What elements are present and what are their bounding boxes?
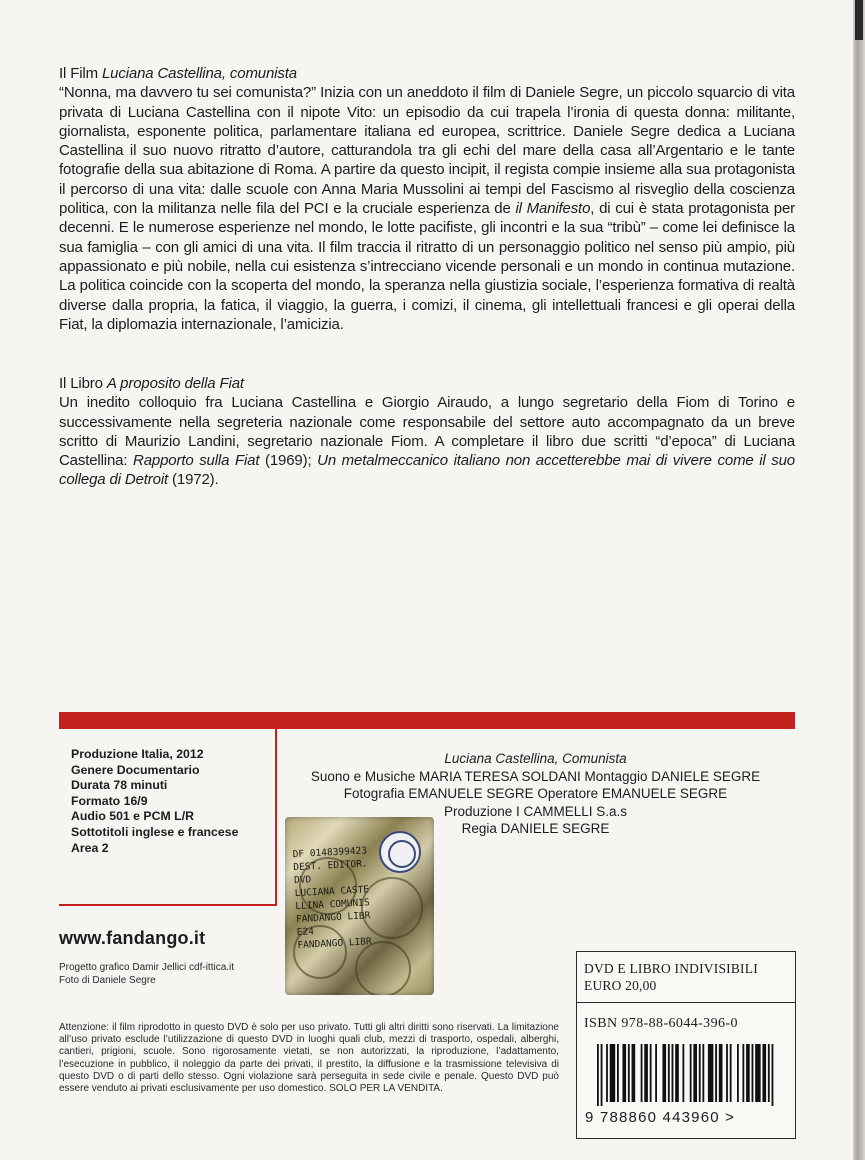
barcode-bar <box>675 1044 679 1102</box>
graphic-credits <box>59 962 234 987</box>
spec-region: Area 2 <box>71 840 109 855</box>
spec-duration: Durata 78 minuti <box>71 778 168 793</box>
barcode-bar <box>730 1044 732 1102</box>
barcode-bar <box>690 1044 692 1102</box>
photo-credit: Foto di Daniele Segre <box>59 974 156 986</box>
barcode-bar <box>719 1044 723 1102</box>
barcode-bar <box>768 1044 770 1102</box>
barcode <box>597 1044 777 1106</box>
book-description: Un inedito colloquio fra Luciana Castellina e Giorgio Airaudo, a lungo segretario della Fiom di Torino e successivamente nella segreteria nazionale come responsabile del settore auto accompagnato da un breve scritto di Maurizio Landini, segretario nazionale Fiom. A completare il libro due scritti “d’epoca” di Luciana Castellina: Rapporto sulla Fiat (1969); Un metalmeccanico italiano non accetterebbe mai di vivere come il suo collega di Detroit (1972). <box>59 394 796 489</box>
barcode-bar <box>662 1044 666 1102</box>
credits-title: Luciana Castellina, Comunista <box>444 751 627 766</box>
film-section-heading: Il Film Luciana Castellina, comunista <box>59 65 297 82</box>
hologram-text: DF 0148399423 DEST. EDITOR. DVD LUCIANA CASTE LLINA COMUNIS FANDANGO LIBR E24 FANDANGO LIBR <box>292 845 373 952</box>
hologram-ring <box>355 941 411 995</box>
barcode-bar <box>693 1044 697 1102</box>
case-spine-edge <box>853 0 865 1160</box>
barcode-bar <box>755 1044 760 1102</box>
price: EURO 20,00 <box>584 978 657 993</box>
credits-director: Regia DANIELE SEGRE <box>461 821 610 837</box>
barcode-bar <box>742 1044 744 1102</box>
price-divider <box>577 1002 795 1003</box>
barcode-bar <box>650 1044 652 1102</box>
barcode-bar <box>668 1044 670 1102</box>
spec-audio: Audio 501 e PCM L/R <box>71 809 194 824</box>
barcode-bar <box>628 1044 630 1102</box>
barcode-bar <box>606 1044 608 1102</box>
spec-format: Formato 16/9 <box>71 793 148 808</box>
publisher-website: www.fandango.it <box>59 928 206 948</box>
barcode-bar <box>622 1044 626 1102</box>
spec-subtitles: Sottotitoli inglese e francese <box>71 824 239 839</box>
isbn: ISBN 978-88-6044-396-0 <box>584 1016 738 1031</box>
book-section-heading: Il Libro A proposito della Fiat <box>59 375 244 392</box>
book-section <box>59 374 795 490</box>
barcode-bar <box>601 1044 603 1106</box>
specs-list <box>71 747 238 856</box>
design-credit: Progetto grafico Damir Jellici cdf-ittica.it <box>59 962 235 973</box>
barcode-bar <box>682 1044 684 1102</box>
barcode-bar <box>772 1044 774 1106</box>
book-title: A proposito della Fiat <box>106 375 244 392</box>
barcode-bar <box>702 1044 704 1102</box>
barcode-bar <box>641 1044 643 1102</box>
barcode-bar <box>726 1044 728 1102</box>
credits-sound-editing: Suono e Musiche MARIA TERESA SOLDANI Montaggio DANIELE SEGRE <box>310 768 761 784</box>
barcode-bar <box>610 1044 615 1102</box>
barcode-bar <box>617 1044 619 1102</box>
film-description: “Nonna, ma davvero tu sei comunista?” Inizia con un aneddoto il film di Daniele Segre, un piccolo squarcio di vita privata di Luciana Castellina con il nipote Vito: un episodio da cui trapela l’ironia di questa donna: militante, giornalista, esponente politica, parlamentare italiana ed europea, scrittrice. Daniele Segre dedica a Luciana Castellina il suo nuovo ritratto d’autore, catturandola tra gli echi del mare della casa all’Argentario e le tante fotografie della sua abitazione di Roma. A partire da questo incipit, il regista compie insieme alla sua protagonista il percorso di una vita: dalle scuole con Anna Maria Mussolini ai tempi del Fascismo al risveglio della coscienza politica, con la militanza nelle fila del PCI e la cruciale esperienza de il Manifesto, di cui è stata protagonista per decenni. E le numerose esperienze nel mondo, le lotte pacifiste, gli incontri e la sua “tribù” – come lei definisce la sua famiglia – con gli amici di una vita. Il film traccia il ritratto di un personaggio politico nel senso più ampio, più appassionato e più nobile, nella cui esistenza s’intrecciano vicende personali e un mondo in continua mutazione. La politica coincide con la scoperta del mondo, la speranza nella giustizia sociale, l’esperienza formativa di realtà diverse dalla propria, la fatica, il viaggio, la guerra, i comizi, il cinema, gli intellettuali francesi e gli operai della Fiat, la diplomazia internazionale, l’amicizia. <box>59 84 795 333</box>
barcode-bar <box>597 1044 599 1106</box>
credits-photography: Fotografia EMANUELE SEGRE Operatore EMANUELE SEGRE <box>343 786 728 802</box>
barcode-bar <box>655 1044 657 1102</box>
barcode-bar <box>699 1044 701 1102</box>
barcode-bar <box>708 1044 713 1102</box>
barcode-bar <box>762 1044 766 1102</box>
barcode-bar <box>672 1044 674 1102</box>
barcode-bar <box>737 1044 739 1102</box>
barcode-bar <box>752 1044 754 1102</box>
barcode-digits: 9 788860 443960 > <box>585 1109 736 1126</box>
credits-production: Produzione I CAMMELLI S.a.s <box>443 803 628 819</box>
barcode-bar <box>715 1044 717 1102</box>
price-isbn-box <box>576 951 796 1139</box>
technical-specs-box <box>59 729 277 906</box>
film-title: Luciana Castellina, comunista <box>101 65 297 82</box>
spec-genre: Genere Documentario <box>71 762 200 777</box>
barcode-bar <box>746 1044 750 1102</box>
spec-production: Produzione Italia, 2012 <box>71 747 204 761</box>
price-text <box>584 960 758 994</box>
legal-warning: Attenzione: il film riprodotto in questo DVD è solo per uso privato. Tutti gli altri diritti sono riservati. La limitazione all’uso privato esclude l’utilizzazione di questo DVD in luoghi quali club, mezzi di trasporto, ospedali, alberghi, cantieri, prigioni, scuole. Sono rigorosamente vietati, se non autorizzati, la riproduzione, l’adattamento, l’esecuzione in pubblico, il noleggio da parte dei privati, il prestito, la diffusione e la trasmissione televisiva di questo DVD o di parti dello stesso. Ogni violazione sarà perseguita in sede civile e penale. Questo DVD può essere venduto ai privati esclusivamente per uso domestico. SOLO PER LA VENDITA. <box>59 1022 559 1095</box>
barcode-bar <box>632 1044 636 1102</box>
red-divider-bar <box>59 712 795 729</box>
barcode-bar <box>644 1044 648 1102</box>
siae-hologram-sticker <box>285 817 434 995</box>
case-spine-corner <box>855 0 863 40</box>
indivisible-notice: DVD E LIBRO INDIVISIBILI <box>584 961 758 976</box>
film-section <box>59 64 795 334</box>
